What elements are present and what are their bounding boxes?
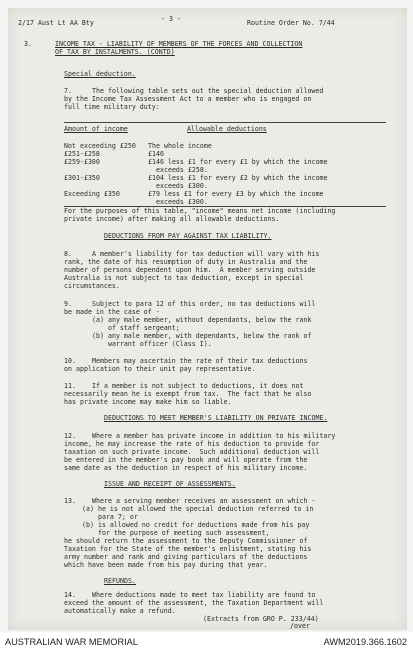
para-11-line: has private income may make him so liable. bbox=[64, 398, 232, 406]
para-13-line: he should return the assessment to the Deputy Commissioner of bbox=[64, 537, 308, 545]
heading-deductions-private-income: DEDUCTIONS TO MEET MEMBER'S LIABILITY ON PRIVATE INCOME. bbox=[104, 414, 328, 422]
table-col-income-header: Amount of income bbox=[64, 125, 128, 133]
para-9-number: 9. bbox=[64, 300, 72, 308]
section-number: 3. bbox=[24, 40, 32, 48]
page-number: - 3 - bbox=[161, 15, 181, 23]
para-11-line: If a member is not subject to deductions, it does not bbox=[92, 382, 304, 390]
para-8-line: rank, the date of his resumption of duty in Australia and the bbox=[64, 258, 308, 266]
archive-reference: AWM2019.366.1602 bbox=[323, 637, 407, 647]
over-marker: /over bbox=[290, 622, 310, 630]
archive-footer bbox=[0, 632, 413, 653]
heading-refunds: REFUNDS. bbox=[104, 577, 136, 585]
para-9-line: be made in the case of - bbox=[64, 308, 160, 316]
para-14-line: exceed the amount of the assessment, the Taxation Department will bbox=[64, 599, 324, 607]
subheading-special-deduction: Special deduction. bbox=[64, 70, 136, 78]
table-note-line: private income) after making all allowable deductions. bbox=[64, 215, 280, 223]
para-13-line: Taxation for the State of the member's enlistment, stating his bbox=[64, 545, 312, 553]
para-8-line: circumstances. bbox=[64, 282, 120, 290]
para-9-line: Subject to para 12 of this order, no tax deductions will bbox=[92, 300, 316, 308]
para-13-line: army number and rank and giving particulars of the deductions bbox=[64, 553, 308, 561]
heading-issue-of-assessments: ISSUE AND RECEIPT OF ASSESSMENTS. bbox=[104, 480, 236, 488]
para-13-a-line: para 7; or bbox=[82, 513, 138, 521]
para-14-line: Where deductions made to meet tax liability are found to bbox=[92, 591, 316, 599]
table-deduction-cell: £79 less £1 for every £3 by which the income bbox=[148, 190, 324, 198]
para-14-line: automatically make a refund. bbox=[64, 607, 176, 615]
table-deduction-cell: exceeds £258. bbox=[148, 166, 208, 174]
para-12-number: 12. bbox=[64, 432, 76, 440]
table-deduction-cell: The whole income bbox=[148, 142, 212, 150]
para-10-line: Members may ascertain the rate of their tax deductions bbox=[92, 357, 308, 365]
para-9-b-line: (b) any male member, with dependants, below the rank of bbox=[92, 332, 312, 340]
heading-deductions-from-pay: DEDUCTIONS FROM PAY AGAINST TAX LIABILITY. bbox=[104, 232, 272, 240]
para-12-line: income, he may increase the rate of his deduction to provide for bbox=[64, 440, 320, 448]
table-deduction-cell: £146 bbox=[148, 150, 164, 158]
para-9-a-line: of staff sergeant; bbox=[92, 324, 180, 332]
table-top-rule bbox=[64, 122, 386, 123]
section-title-line-1: INCOME TAX - LIABILITY OF MEMBERS OF THE FORCES AND COLLECTION bbox=[55, 40, 303, 48]
para-13-number: 13. bbox=[64, 497, 76, 505]
para-14-number: 14. bbox=[64, 591, 76, 599]
order-number: Routine Order No. 7/44 bbox=[247, 19, 335, 27]
table-income-cell: £251-£258 bbox=[64, 150, 100, 158]
para-10-line: on application to their unit pay representative. bbox=[64, 365, 256, 373]
table-income-cell: Not exceeding £250 bbox=[64, 142, 136, 150]
para-8-line: number of persons dependent upon him. A member serving outside bbox=[64, 266, 316, 274]
para-13-a-line: (a) he is not allowed the special deduction referred to in bbox=[82, 505, 314, 513]
para-7-line: by the Income Tax Assessment Act to a member who is engaged on bbox=[64, 95, 312, 103]
para-11-number: 11. bbox=[64, 382, 76, 390]
document-sheet bbox=[8, 8, 407, 630]
para-13-b-line: for the purpose of meeting such assessment, bbox=[82, 529, 270, 537]
para-13-intro: Where a serving member receives an assessment on which - bbox=[92, 497, 316, 505]
table-deduction-cell: exceeds £300. bbox=[148, 182, 208, 190]
para-13-line: which have been made from his pay during that year. bbox=[64, 561, 268, 569]
para-9-b-line: warrant officer (Class I). bbox=[92, 340, 212, 348]
para-9-a-line: (a) any male member, without dependants, below the rank bbox=[92, 316, 312, 324]
para-8-number: 8. bbox=[64, 250, 72, 258]
table-note-line: For the purposes of this table, "income" means net income (including bbox=[64, 207, 336, 215]
para-7-line: The following table sets out the special deduction allowed bbox=[92, 87, 324, 95]
archive-name: AUSTRALIAN WAR MEMORIAL bbox=[5, 637, 138, 647]
unit-name: 2/17 Aust Lt AA Bty bbox=[18, 19, 94, 27]
table-income-cell: Exceeding £350 bbox=[64, 190, 120, 198]
para-11-line: necessarily mean he is exempt from tax. The fact that he also bbox=[64, 390, 312, 398]
para-10-number: 10. bbox=[64, 357, 76, 365]
table-col-deduction-header: Allowable deductions bbox=[187, 125, 267, 133]
table-deduction-cell: £146 less £1 for every £1 by which the income bbox=[148, 158, 328, 166]
para-12-line: same date as the deduction in respect of his military income. bbox=[64, 464, 308, 472]
para-8-line: A member's liability for tax deduction will vary with his bbox=[92, 250, 320, 258]
table-income-cell: £259-£300 bbox=[64, 158, 100, 166]
extract-reference: (Extracts from GRO P. 233/44) bbox=[203, 615, 319, 623]
para-12-line: taxation on such private income. Such additional deduction will bbox=[64, 448, 320, 456]
section-title-line-2: OF TAX BY INSTALMENTS. (CONTD) bbox=[55, 48, 175, 56]
para-12-line: be entered in the member's pay book and will operate from the bbox=[64, 456, 308, 464]
para-13-b-line: (b) is allowed no credit for deductions made from his pay bbox=[82, 521, 310, 529]
para-8-line: Australia is not subject to tax deduction, except in special bbox=[64, 274, 304, 282]
para-12-line: Where a member has private income in addition to his military bbox=[92, 432, 336, 440]
table-income-cell: £301-£350 bbox=[64, 174, 100, 182]
routine-order-text bbox=[8, 8, 407, 630]
para-7-line: full time military duty: bbox=[64, 103, 160, 111]
table-deduction-cell: exceeds £300. bbox=[148, 198, 208, 206]
para-7-number: 7. bbox=[64, 87, 72, 95]
table-deduction-cell: £104 less £1 for every £2 by which the income bbox=[148, 174, 328, 182]
